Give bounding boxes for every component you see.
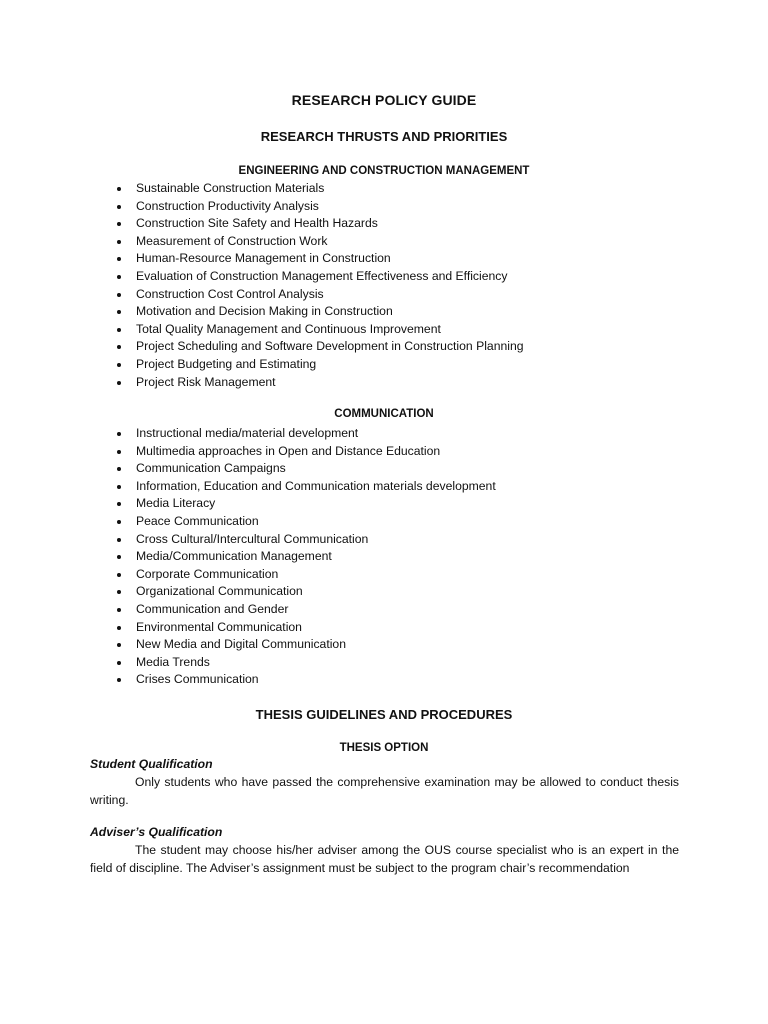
- bullet-icon: [117, 467, 121, 471]
- bullet-icon: [117, 205, 121, 209]
- bullet-icon: [117, 590, 121, 594]
- list-item: Multimedia approaches in Open and Distance Education: [90, 443, 496, 461]
- bullet-icon: [117, 187, 121, 191]
- list-item: Total Quality Management and Continuous Improvement: [90, 321, 524, 339]
- list-item: Instructional media/material development: [90, 425, 496, 443]
- bullet-icon: [117, 661, 121, 665]
- bullet-icon: [117, 432, 121, 436]
- list-item: Media Trends: [90, 654, 496, 672]
- list-item: Communication Campaigns: [90, 460, 496, 478]
- list-item: Media/Communication Management: [90, 548, 496, 566]
- list-item: Motivation and Decision Making in Construction: [90, 303, 524, 321]
- adviser-qualification-text: The student may choose his/her adviser among the OUS course specialist who is an expert in the field of discipline. The Adviser’s assignment must be subject to the program chair’s recommendation: [90, 843, 679, 875]
- bullet-icon: [117, 502, 121, 506]
- bullet-icon: [117, 293, 121, 297]
- list-item: Construction Cost Control Analysis: [90, 286, 524, 304]
- list-item: Evaluation of Construction Management Effectiveness and Efficiency: [90, 268, 524, 286]
- document-title: RESEARCH POLICY GUIDE: [291, 92, 477, 108]
- bullet-icon: [117, 240, 121, 244]
- list-item: Construction Productivity Analysis: [90, 198, 524, 216]
- student-qualification-heading: Student Qualification: [90, 757, 213, 771]
- list-item: Measurement of Construction Work: [90, 233, 524, 251]
- bullet-icon: [117, 485, 121, 489]
- list-item: Sustainable Construction Materials: [90, 180, 524, 198]
- list-item: New Media and Digital Communication: [90, 636, 496, 654]
- list-item: Corporate Communication: [90, 566, 496, 584]
- bullet-icon: [117, 643, 121, 647]
- bullet-icon: [117, 538, 121, 542]
- bullet-icon: [117, 257, 121, 261]
- list-item: Organizational Communication: [90, 583, 496, 601]
- section-heading-communication: COMMUNICATION: [334, 408, 434, 420]
- bullet-icon: [117, 381, 121, 385]
- bullet-icon: [117, 573, 121, 577]
- communication-topic-list: [90, 425, 496, 689]
- list-item: Communication and Gender: [90, 601, 496, 619]
- document-subtitle: RESEARCH THRUSTS AND PRIORITIES: [260, 129, 508, 144]
- bullet-icon: [117, 678, 121, 682]
- list-item: Environmental Communication: [90, 619, 496, 637]
- thesis-heading: THESIS GUIDELINES AND PROCEDURES: [255, 707, 513, 722]
- adviser-qualification-heading: Adviser’s Qualification: [90, 825, 223, 839]
- list-item: Peace Communication: [90, 513, 496, 531]
- list-item: Media Literacy: [90, 495, 496, 513]
- bullet-icon: [117, 450, 121, 454]
- bullet-icon: [117, 363, 121, 367]
- bullet-icon: [117, 608, 121, 612]
- bullet-icon: [117, 328, 121, 332]
- section-heading-engineering: ENGINEERING AND CONSTRUCTION MANAGEMENT: [238, 165, 530, 177]
- bullet-icon: [117, 345, 121, 349]
- bullet-icon: [117, 520, 121, 524]
- bullet-icon: [117, 626, 121, 630]
- list-item: Construction Site Safety and Health Hazards: [90, 215, 524, 233]
- list-item: Human-Resource Management in Construction: [90, 250, 524, 268]
- bullet-icon: [117, 310, 121, 314]
- thesis-option-heading: THESIS OPTION: [339, 742, 429, 754]
- list-item: Information, Education and Communication materials development: [90, 478, 496, 496]
- engineering-topic-list: [90, 180, 524, 391]
- list-item: Crises Communication: [90, 671, 496, 689]
- list-item: Project Risk Management: [90, 374, 524, 392]
- bullet-icon: [117, 555, 121, 559]
- bullet-icon: [117, 222, 121, 226]
- student-qualification-text: Only students who have passed the comprehensive examination may be allowed to conduct thesis writing.: [90, 775, 679, 807]
- list-item: Project Scheduling and Software Development in Construction Planning: [90, 338, 524, 356]
- list-item: Project Budgeting and Estimating: [90, 356, 524, 374]
- list-item: Cross Cultural/Intercultural Communication: [90, 531, 496, 549]
- bullet-icon: [117, 275, 121, 279]
